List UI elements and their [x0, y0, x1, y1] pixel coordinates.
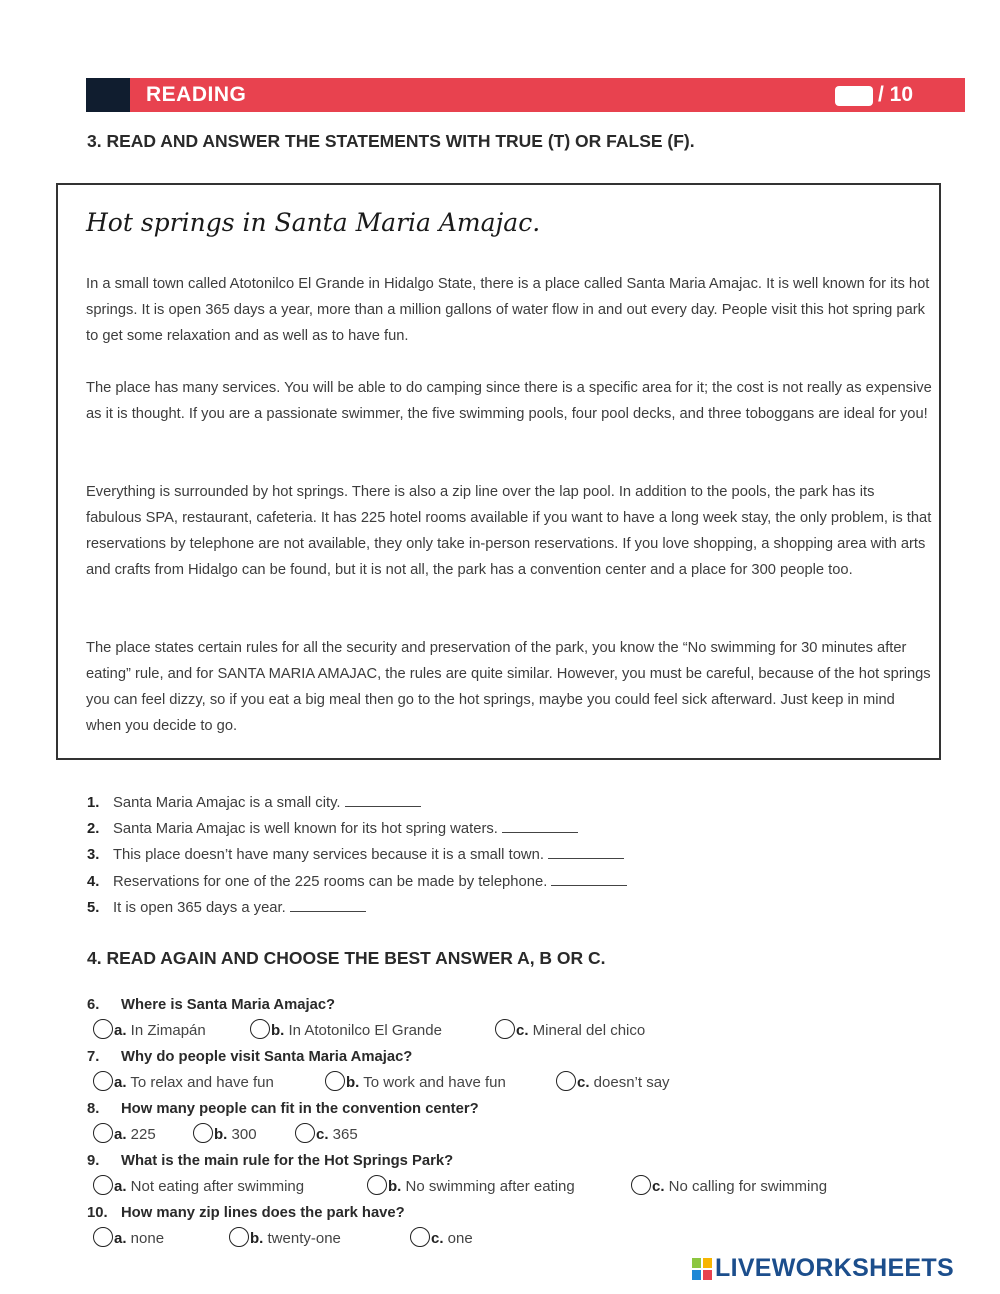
question-number: 9.	[87, 1153, 100, 1169]
question-number: 6.	[87, 997, 100, 1013]
option-letter: b.	[388, 1177, 402, 1195]
option-9a[interactable]	[93, 1177, 304, 1197]
score-input[interactable]	[835, 86, 873, 106]
option-letter: a.	[114, 1177, 127, 1195]
option-9b[interactable]	[367, 1177, 575, 1197]
passage-paragraph: The place states certain rules for all the security and preservation of the park, you know the “No swimming for 30 minutes after eating” rule, and for SANTA MARIA AMAJAC, the rules are quite similar. However, you must be careful, because of the hot springs you can feel dizzy, so if you eat a big meal then go to the hot springs, maybe you could feel sick afterward. Just keep in mind when you decide to go.	[86, 640, 931, 734]
option-6a[interactable]	[93, 1021, 206, 1041]
statement-number: 5.	[87, 899, 100, 916]
option-letter: a.	[114, 1229, 127, 1247]
option-letter: a.	[114, 1021, 127, 1039]
option-6c[interactable]	[495, 1021, 645, 1041]
logo-square	[692, 1270, 701, 1280]
statement-text: This place doesn’t have many services because it is a small town.	[113, 847, 544, 864]
true-false-list	[87, 794, 627, 925]
statement-number: 4.	[87, 873, 100, 890]
option-letter: c.	[577, 1073, 590, 1091]
option-text: In Zimapán	[126, 1021, 206, 1039]
option-letter: c.	[431, 1229, 444, 1247]
option-text: 365	[328, 1125, 358, 1143]
question-text: Why do people visit Santa Maria Amajac?	[121, 1049, 413, 1065]
question-number: 7.	[87, 1049, 100, 1065]
radio-button[interactable]	[410, 1227, 430, 1247]
passage-paragraph: The place has many services. You will be able to do camping since there is a specific area for it; the cost is not really as expensive as it is thought. If you are a passionate swimmer, the five swimming pools, four pool decks, and three toboggans are ideal for you!	[86, 380, 932, 422]
logo-square	[703, 1270, 712, 1280]
option-7c[interactable]	[556, 1073, 670, 1093]
radio-button[interactable]	[229, 1227, 249, 1247]
passage-paragraph: In a small town called Atotonilco El Grande in Hidalgo State, there is a place called Santa Maria Amajac. It is well known for its hot springs. It is open 365 days a year, more than a million gallons of water flow in and out every day. People visit this hot spring park to get some relaxation and as well as to have fun.	[86, 276, 930, 344]
question-text: How many people can fit in the convention center?	[121, 1101, 479, 1117]
radio-button[interactable]	[325, 1071, 345, 1091]
option-8c[interactable]	[295, 1125, 358, 1145]
radio-button[interactable]	[93, 1019, 113, 1039]
radio-button[interactable]	[93, 1071, 113, 1091]
option-letter: b.	[250, 1229, 264, 1247]
option-8a[interactable]	[93, 1125, 156, 1145]
statement-number: 1.	[87, 795, 100, 811]
statement-text: Reservations for one of the 225 rooms can be made by telephone.	[113, 873, 548, 890]
option-text: To work and have fun	[359, 1073, 506, 1091]
reading-passage	[56, 183, 941, 760]
question-text: What is the main rule for the Hot Springs Park?	[121, 1153, 454, 1169]
question-number: 8.	[87, 1101, 100, 1117]
question-number: 10.	[87, 1205, 108, 1221]
radio-button[interactable]	[93, 1227, 113, 1247]
radio-button[interactable]	[295, 1123, 315, 1143]
true-false-item	[87, 873, 627, 899]
option-letter: c.	[516, 1021, 529, 1039]
passage-paragraph: Everything is surrounded by hot springs. There is also a zip line over the lap pool. In addition to the pools, the park has its fabulous SPA, restaurant, cafeteria. It has 225 hotel rooms available if you want to have a long week stay, the only problem, is that reservations by telephone are not available, they only take in-person reservations. If you love shopping, a shopping area with arts and crafts from Hidalgo can be found, but it is not all, the park has a convention center and a place for 300 people too.	[86, 484, 932, 578]
passage-title: Hot springs in Santa Maria Amajac.	[86, 208, 541, 237]
option-letter: c.	[316, 1125, 329, 1143]
option-letter: a.	[114, 1073, 127, 1091]
radio-button[interactable]	[250, 1019, 270, 1039]
radio-button[interactable]	[556, 1071, 576, 1091]
option-text: No calling for swimming	[664, 1177, 828, 1195]
banner-accent	[86, 78, 130, 112]
option-9c[interactable]	[631, 1177, 827, 1197]
question-8	[87, 1101, 479, 1117]
radio-button[interactable]	[93, 1175, 113, 1195]
answer-blank[interactable]	[551, 873, 627, 886]
question-6	[87, 997, 335, 1013]
option-letter: b.	[214, 1125, 228, 1143]
radio-button[interactable]	[367, 1175, 387, 1195]
answer-blank[interactable]	[290, 899, 366, 912]
question-9	[87, 1153, 453, 1169]
option-text: To relax and have fun	[126, 1073, 274, 1091]
option-text: Mineral del chico	[528, 1021, 646, 1039]
option-text: In Atotonilco El Grande	[284, 1021, 442, 1039]
option-text: Not eating after swimming	[126, 1177, 305, 1195]
question-text: Where is Santa Maria Amajac?	[121, 997, 336, 1013]
question-text: How many zip lines does the park have?	[121, 1205, 405, 1221]
statement-text: Santa Maria Amajac is well known for its hot spring waters.	[113, 821, 498, 838]
option-10a[interactable]	[93, 1229, 164, 1249]
question-10	[87, 1205, 405, 1221]
radio-button[interactable]	[193, 1123, 213, 1143]
radio-button[interactable]	[93, 1123, 113, 1143]
option-text: doesn’t say	[589, 1073, 670, 1091]
option-letter: a.	[114, 1125, 127, 1143]
option-text: No swimming after eating	[401, 1177, 575, 1195]
statement-text: It is open 365 days a year.	[113, 899, 286, 916]
option-text: none	[126, 1229, 165, 1247]
option-10c[interactable]	[410, 1229, 473, 1249]
option-8b[interactable]	[193, 1125, 257, 1145]
question-7	[87, 1049, 412, 1065]
option-text: one	[443, 1229, 473, 1247]
option-7a[interactable]	[93, 1073, 274, 1093]
banner-title: READING	[146, 83, 247, 106]
logo-square	[703, 1258, 712, 1268]
option-letter: b.	[271, 1021, 285, 1039]
radio-button[interactable]	[631, 1175, 651, 1195]
reading-banner	[86, 78, 965, 112]
option-6b[interactable]	[250, 1021, 442, 1041]
true-false-item	[87, 899, 627, 925]
true-false-item	[87, 820, 627, 846]
true-false-item	[87, 846, 627, 872]
radio-button[interactable]	[495, 1019, 515, 1039]
option-10b[interactable]	[229, 1229, 341, 1249]
answer-blank[interactable]	[548, 846, 624, 859]
score-total: / 10	[878, 83, 914, 106]
option-text: 300	[227, 1125, 257, 1143]
answer-blank[interactable]	[502, 820, 578, 833]
option-text: 225	[126, 1125, 156, 1143]
true-false-item	[87, 794, 627, 820]
answer-blank[interactable]	[345, 794, 421, 807]
section-4-instruction: 4. READ AGAIN AND CHOOSE THE BEST ANSWER A, B OR C.	[87, 948, 606, 968]
statement-number: 3.	[87, 847, 100, 864]
logo-text: LIVEWORKSHEETS	[715, 1254, 954, 1282]
option-7b[interactable]	[325, 1073, 506, 1093]
option-text: twenty-one	[263, 1229, 341, 1247]
option-letter: b.	[346, 1073, 360, 1091]
section-3-instruction: 3. READ AND ANSWER THE STATEMENTS WITH TRUE (T) OR FALSE (F).	[87, 131, 695, 151]
option-letter: c.	[652, 1177, 665, 1195]
logo-square	[692, 1258, 701, 1268]
statement-number: 2.	[87, 821, 100, 838]
statement-text: Santa Maria Amajac is a small city.	[113, 795, 341, 811]
logo-grid-icon	[692, 1258, 712, 1280]
